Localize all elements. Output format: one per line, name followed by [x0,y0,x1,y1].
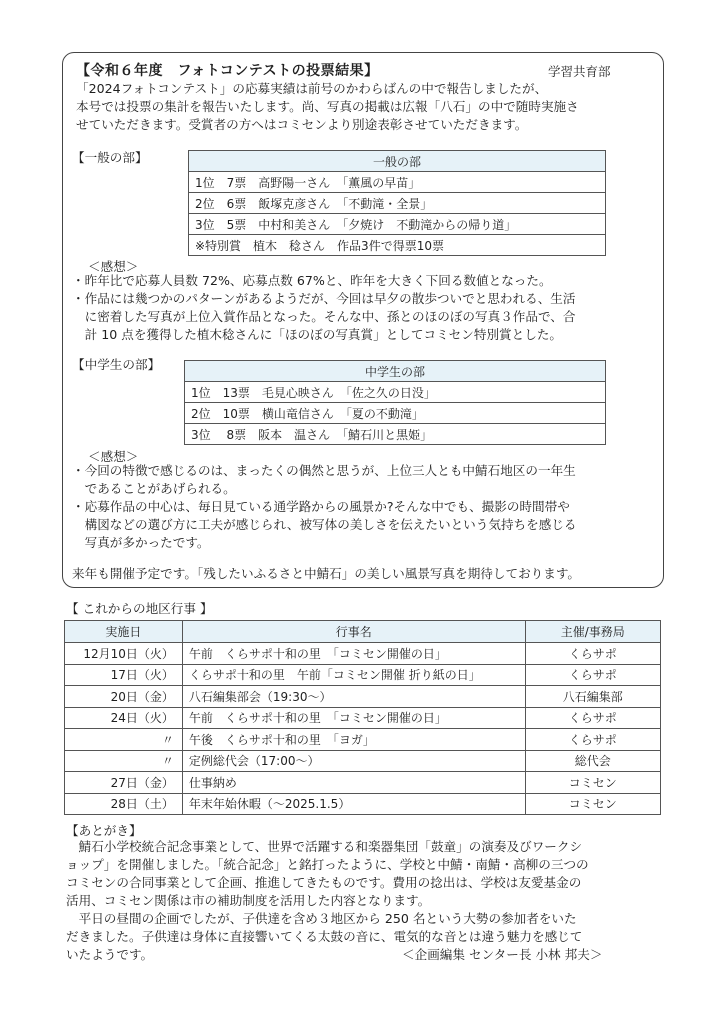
afterword-line-3: コミセンの合同事業として企画、推進してきたものです。費用の捻出は、学校は友愛基金の [66,875,582,890]
schedule-header-row [65,621,661,643]
schedule-organizer: くらサポ [525,707,660,729]
general-row-1: 1位 7票 高野陽一さん 「薫風の早苗」 [189,172,606,193]
afterword-line-6: だきました。子供達は身体に直接響いてくる太鼓の音に、電気的な音とは違う魅力を感じて [66,929,583,944]
table-row [65,643,661,665]
schedule-header-date: 実施日 [65,621,183,643]
general-results-table [188,150,606,256]
schedule-event: 定例総代会（17:00～） [182,750,525,772]
afterword-line-4: 活用、コミセン関係は市の補助制度を活用した内容となります。 [66,893,431,908]
afterword-line-2: ョップ」を開催しました。「統合記念」と銘打ったように、学校と中鯖・南鯖・高柳の三つの [66,857,589,872]
contest-closing: 来年も開催予定です。「残したいふるさと中鯖石」の美しい風景写真を期待しております。 [72,566,581,581]
junior-bullet-2-line-2: 構図などの選び方に工夫が感じられ、被写体の美しさを伝えたいという気持ちを感じる [72,517,577,532]
table-row [65,793,661,815]
general-table-header: 一般の部 [189,151,606,172]
junior-row-2: 2位 10票 横山竜信さん 「夏の不動滝」 [185,403,606,424]
junior-row-3: 3位 8票 阪本 温さん 「鯖石川と黒姫」 [185,424,606,445]
table-row [65,750,661,772]
schedule-organizer: 八石編集部 [525,686,660,708]
junior-bullet-2-line-3: 写真が多かったです。 [72,535,210,550]
table-row [65,772,661,794]
schedule-event: 午後 くらサポ十和の里 「ヨガ」 [182,729,525,751]
junior-table-header: 中学生の部 [185,361,606,382]
contest-intro-3: せていただきます。受賞者の方へはコミセンより別途表彰させていただきます。 [76,117,528,132]
schedule-date: 〃 [65,750,183,772]
schedule-organizer: 総代会 [525,750,660,772]
schedule-event: 八石編集部会（19:30～） [182,686,525,708]
table-row [65,664,661,686]
contest-intro-1: 「2024フォトコンテスト」の応募実績は前号のかわらばんの中で報告しましたが、 [76,81,548,96]
general-bullet-2-line-1: ・作品には幾つかのパターンがあるようだが、今回は早夕の散歩ついでと思われる、生活 [72,291,576,306]
schedule-date: 20日（金） [65,686,183,708]
schedule-date: 27日（金） [65,772,183,794]
general-row-3: 3位 5票 中村和美さん 「夕焼け 不動滝からの帰り道」 [189,214,606,235]
afterword-line-5: 平日の昼間の企画でしたが、子供達を含め３地区から 250 名という大勢の参加者をいた [66,911,577,926]
table-row [65,729,661,751]
general-impression-label: ＜感想＞ [88,259,139,274]
general-bullet-1: ・昨年比で応募人員数 72%、応募点数 67%と、昨年を大きく下回る数値となった。 [72,273,552,288]
schedule-date: 17日（火） [65,664,183,686]
contest-department: 学習共育部 [548,64,611,79]
schedule-header-organizer: 主催/事務局 [525,621,660,643]
contest-intro-2: 本号では投票の集計を報告いたします。尚、写真の掲載は広報「八石」の中で随時実施さ [76,99,579,114]
schedule-event: くらサポ十和の里 午前「コミセン開催 折り紙の日」 [182,664,525,686]
schedule-header-event: 行事名 [182,621,525,643]
schedule-organizer: くらサポ [525,643,660,665]
afterword-label: 【あとがき】 [66,823,142,838]
schedule-organizer: くらサポ [525,729,660,751]
schedule-organizer: くらサポ [525,664,660,686]
table-row [65,707,661,729]
junior-bullet-1-line-1: ・今回の特徴で感じるのは、まったくの偶然と思うが、上位三人とも中鯖石地区の一年生 [72,463,576,478]
schedule-organizer: コミセン [525,793,660,815]
junior-row-1: 1位 13票 毛見心映さん 「佐之久の日没」 [185,382,606,403]
general-bullet-2-line-2: に密着した写真が上位入賞作品となった。そんな中、孫とのほのぼの写真３作品で、合 [72,309,576,324]
general-row-2: 2位 6票 飯塚克彦さん 「不動滝・全景」 [189,193,606,214]
junior-section-label: 【中学生の部】 [72,357,161,372]
afterword-line-7: いたようです。 [66,947,154,962]
general-bullet-2-line-3: 計 10 点を獲得した植木稔さんに「ほのぼの写真賞」としてコミセン特別賞とした。 [72,327,563,342]
junior-results-table [184,360,606,445]
schedule-date: 12月10日（火） [65,643,183,665]
schedule-table [64,620,661,815]
schedule-date: 28日（土） [65,793,183,815]
schedule-date: 〃 [65,729,183,751]
junior-bullet-1-line-2: であることがあげられる。 [72,481,236,496]
general-row-special: ※特別賞 植木 稔さん 作品3件で得票10票 [189,235,606,256]
schedule-event: 年末年始休暇（～2025.1.5） [182,793,525,815]
afterword-line-1: 鯖石小学校統合記念事業として、世界で活躍する和楽器集団「鼓童」の演奏及びワークシ [66,839,583,854]
contest-title: 【令和６年度 フォトコンテストの投票結果】 [76,63,379,79]
schedule-event: 仕事納め [182,772,525,794]
general-section-label: 【一般の部】 [72,150,148,165]
schedule-event: 午前 くらサポ十和の里 「コミセン開催の日」 [182,707,525,729]
junior-bullet-2-line-1: ・応募作品の中心は、毎日見ている通学路からの風景か?そんな中でも、撮影の時間帯や [72,499,570,514]
schedule-title: 【 これからの地区行事 】 [66,601,213,616]
table-row [65,686,661,708]
schedule-organizer: コミセン [525,772,660,794]
schedule-event: 午前 くらサポ十和の里 「コミセン開催の日」 [182,643,525,665]
schedule-date: 24日（火） [65,707,183,729]
junior-impression-label: ＜感想＞ [88,449,139,464]
afterword-signature: ＜企画編集 センター長 小林 邦夫＞ [402,947,603,962]
